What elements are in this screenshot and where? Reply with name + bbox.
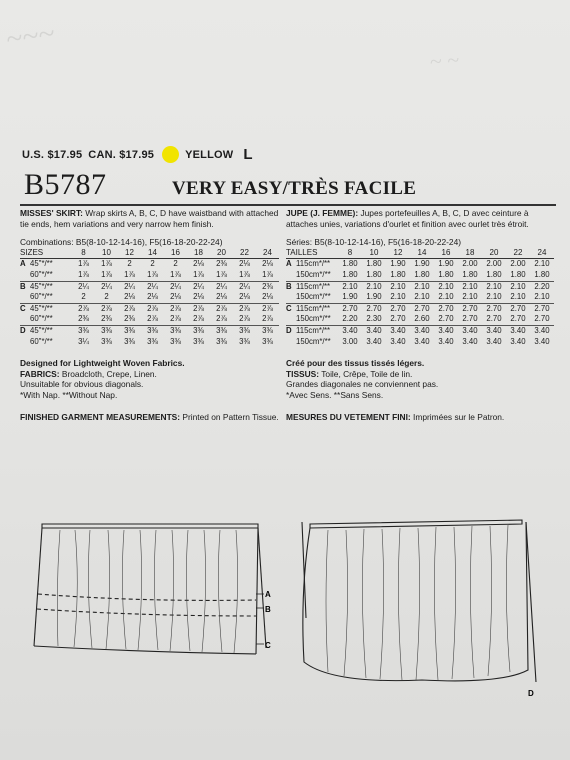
yardage-cell: 2.10 [366, 281, 382, 291]
yardage-cell: 1.90 [414, 259, 430, 269]
yardage-cell: 3.40 [414, 325, 430, 335]
table-row [286, 303, 554, 314]
view-letter [286, 292, 296, 303]
table-row [20, 314, 279, 325]
yardage-cell: 2.10 [342, 281, 358, 291]
finished-text-fr: Imprimées sur le Patron. [410, 411, 505, 422]
yardage-cell: 2.10 [482, 292, 506, 303]
yardage-cell: 2⅞ [233, 314, 256, 325]
fabric-width: 150cm*/** [296, 270, 338, 281]
color-name: YELLOW [185, 148, 234, 161]
yardage-cell: 1⅞ [101, 259, 112, 269]
yardage-cell: 3⅜ [262, 325, 273, 335]
yardage-cell: 1.90 [438, 259, 454, 269]
size-16: 16 [434, 248, 458, 259]
fabric-width: 45"*/** [30, 259, 53, 269]
description-text-fr: Jupes portefeuilles A, B, C, D avec ceinture à attaches unies, variations d'ourlet et finition avec ourlet très étroit. [286, 208, 529, 229]
yardage-cell: 2⅞ [193, 303, 204, 313]
yardage-cell: 2.10 [530, 292, 554, 303]
yardage-cell: 2⅞ [262, 303, 273, 313]
table-row [286, 270, 554, 281]
yardage-cell: 2.10 [386, 292, 410, 303]
size-24: 24 [530, 248, 554, 259]
yardage-cell: 2.00 [462, 259, 478, 269]
table-row [20, 325, 279, 336]
yardage-cell: 1.80 [386, 270, 410, 281]
yardage-cell: 2¼ [216, 281, 227, 291]
yardage-cell: 2.70 [530, 314, 554, 325]
fabric-width: 115cm*/** [296, 325, 331, 335]
yardage-cell: 2.70 [386, 314, 410, 325]
yardage-cell: 1.80 [366, 259, 382, 269]
yardage-cell: 2⅛ [256, 292, 279, 303]
yardage-cell: 2 [127, 259, 132, 269]
yellow-dot-icon [162, 146, 179, 163]
yardage-cell: 2.70 [486, 303, 502, 313]
yardage-cell: 2⅛ [239, 259, 250, 269]
yardage-cell: 3.40 [462, 336, 478, 346]
size-12: 12 [118, 248, 141, 259]
yardage-cell: 2⅞ [239, 303, 250, 313]
table-row [20, 270, 279, 281]
yardage-cell: 1⅞ [72, 270, 95, 281]
us-price: U.S. $17.95 [22, 148, 83, 161]
view-letter [20, 292, 30, 303]
yardage-cell: 2⅞ [101, 303, 112, 313]
yardage-cell: 2.70 [366, 303, 382, 313]
fabric-width: 60"*/** [30, 270, 72, 281]
yardage-cell: 2¼ [239, 281, 250, 291]
description-fr [286, 208, 554, 229]
yardage-cell: 2.70 [458, 314, 482, 325]
yardage-cell: 2⅜ [95, 314, 118, 325]
fabrics-line-fr [286, 369, 554, 380]
yardage-cell: 3.40 [390, 325, 406, 335]
yardage-cell: 3⅜ [193, 325, 204, 335]
yardage-cell: 2.70 [342, 303, 358, 313]
view-letter [286, 337, 296, 348]
finished-label: FINISHED GARMENT MEASUREMENTS: [20, 411, 181, 422]
header-rule [20, 204, 556, 206]
yardage-cell: 2 [72, 292, 95, 303]
yardage-cell: 3⅜ [239, 325, 250, 335]
yardage-cell: 2.70 [438, 303, 454, 313]
fabrics-line [20, 369, 282, 380]
size-22: 22 [233, 248, 256, 259]
view-letter [286, 270, 296, 281]
yardage-cell: 2⅛ [164, 292, 187, 303]
table-row [20, 281, 279, 292]
can-price: CAN. $17.95 [88, 148, 155, 161]
english-column [20, 208, 282, 422]
yardage-cell: 3⅜ [101, 325, 112, 335]
size-14: 14 [141, 248, 164, 259]
yardage-cell: 2⅞ [256, 314, 279, 325]
sizes-header-row [20, 248, 279, 259]
yardage-cell: 1.80 [458, 270, 482, 281]
yardage-cell: 3⅜ [101, 336, 112, 346]
yardage-cell: 2⅞ [164, 314, 187, 325]
yardage-cell: 3.40 [486, 325, 502, 335]
finished-measurements-fr [286, 412, 554, 423]
fabric-width: 150cm*/** [296, 314, 338, 325]
fabric-width: 60"*/** [30, 314, 72, 325]
yardage-cell: 2.10 [486, 281, 502, 291]
size-24: 24 [256, 248, 279, 259]
yardage-cell: 2¼ [78, 281, 89, 291]
yardage-cell: 1.80 [362, 270, 386, 281]
yardage-cell: 3⅜ [124, 325, 135, 335]
table-row [286, 325, 554, 336]
table-row [286, 259, 554, 270]
yardage-cell: 2.00 [486, 259, 502, 269]
size-18: 18 [187, 248, 210, 259]
table-row [20, 292, 279, 303]
nap-note-fr: *Avec Sens. **Sans Sens. [286, 389, 384, 400]
yardage-cell: 2.10 [458, 292, 482, 303]
size-14: 14 [410, 248, 434, 259]
yardage-cell: 2¼ [193, 281, 204, 291]
yardage-cell: 2⅞ [170, 303, 181, 313]
yardage-cell: 2.10 [534, 259, 550, 269]
yardage-cell: 2⅛ [118, 292, 141, 303]
fabric-width: 45"*/** [30, 303, 53, 313]
series: Séries: B5(8-10-12-14-16), F5(16-18-20-22-24) [286, 237, 462, 248]
yardage-cell: 3.40 [510, 325, 526, 335]
sizes-label: SIZES [20, 248, 72, 259]
yardage-cell: 2.10 [434, 292, 458, 303]
yardage-cell: 1.90 [338, 292, 362, 303]
fabric-width: 45"*/** [30, 281, 53, 291]
yardage-cell: 1.80 [410, 270, 434, 281]
table-row [20, 337, 279, 348]
fabric-width: 150cm*/** [296, 336, 331, 346]
yardage-cell: 3.40 [438, 325, 454, 335]
yardage-cell: 2⅞ [124, 303, 135, 313]
yardage-cell: 2.70 [506, 314, 530, 325]
yardage-cell: 1.80 [482, 270, 506, 281]
fabric-width: 60"*/** [30, 292, 72, 303]
yardage-cell: 3⅜ [193, 336, 204, 346]
yardage-cell: 2.00 [510, 259, 526, 269]
fabric-width: 150cm*/** [296, 292, 338, 303]
yardage-cell: 2⅛ [233, 292, 256, 303]
fabric-notes [20, 358, 282, 400]
yardage-cell: 1.80 [342, 259, 358, 269]
yardage-cell: 3.40 [486, 336, 502, 346]
view-letter: B [20, 281, 26, 291]
yardage-cell: 2.70 [414, 303, 430, 313]
view-letter: D [20, 325, 26, 335]
yardage-cell: 2.70 [462, 303, 478, 313]
finished-text: Printed on Pattern Tissue. [180, 411, 279, 422]
yardage-cell: 3.40 [366, 325, 382, 335]
yardage-cell: 2¼ [170, 281, 181, 291]
pattern-code: B5787 [24, 168, 107, 201]
fabric-width: 45"*/** [30, 325, 53, 335]
yardage-cell: 1⅞ [141, 270, 164, 281]
combinations: Combinations: B5(8-10-12-14-16), F5(16-18-20-22-24) [20, 237, 223, 248]
yardage-cell: 2.70 [510, 303, 526, 313]
pattern-title: VERY EASY/TRÈS FACILE [172, 178, 417, 199]
fabrics-list-fr: Toile, Crêpe, Toile de lin. [319, 368, 413, 379]
yardage-cell: 2.70 [434, 314, 458, 325]
yardage-cell: 2⅞ [210, 314, 233, 325]
view-letter [20, 314, 30, 325]
yardage-cell: 3.40 [342, 325, 358, 335]
fabric-width: 60"*/** [30, 336, 53, 346]
yardage-cell: 1⅞ [187, 270, 210, 281]
size-22: 22 [506, 248, 530, 259]
nap-note: *With Nap. **Without Nap. [20, 389, 118, 400]
yardage-cell: 3.40 [390, 336, 406, 346]
yardage-cell: 3⅜ [124, 336, 135, 346]
metrage-table [286, 248, 554, 347]
yardage-cell: 1⅞ [256, 270, 279, 281]
yardage-cell: 2⅜ [262, 281, 273, 291]
yardage-table [20, 248, 279, 347]
table-row [286, 314, 554, 325]
yardage-cell: 3⅜ [216, 336, 227, 346]
show-through-printing: ~~~ [3, 16, 57, 57]
view-letter: A [20, 259, 26, 269]
yardage-cell: 2¼ [124, 281, 135, 291]
size-16: 16 [164, 248, 187, 259]
yardage-cell: 2.10 [438, 281, 454, 291]
yardage-cell: 3⅜ [170, 336, 181, 346]
skirt-sketch-abc [20, 516, 280, 666]
yardage-cell: 2⅜ [72, 314, 95, 325]
yardage-cell: 3.40 [366, 336, 382, 346]
yardage-cell: 2¼ [147, 281, 158, 291]
designed-for-fr: Créé pour des tissus tissés légers. [286, 358, 425, 369]
yardage-cell: 2 [150, 259, 155, 269]
yardage-cell: 2⅜ [118, 314, 141, 325]
yardage-cell: 1⅞ [210, 270, 233, 281]
description-title-fr: JUPE (J. FEMME): [286, 208, 359, 218]
size-8: 8 [338, 248, 362, 259]
table-row [286, 281, 554, 292]
yardage-cell: 2¼ [101, 281, 112, 291]
description [20, 208, 282, 229]
yardage-cell: 3⅜ [216, 325, 227, 335]
yardage-cell: 2.70 [482, 314, 506, 325]
french-column [286, 208, 554, 422]
yardage-cell: 2.10 [462, 281, 478, 291]
view-letter: C [286, 303, 292, 313]
yardage-cell: 1.80 [434, 270, 458, 281]
show-through-printing-right: ~ ~ [429, 47, 461, 74]
yardage-cell: 2.20 [534, 281, 550, 291]
yardage-cell: 2.10 [390, 281, 406, 291]
table-row [286, 292, 554, 303]
yardage-cell: 2⅛ [141, 292, 164, 303]
yardage-cell: 1.90 [390, 259, 406, 269]
price-line [22, 146, 259, 163]
description-title: MISSES' SKIRT: [20, 208, 83, 218]
unsuitable-note-fr: Grandes diagonales ne conviennent pas. [286, 379, 439, 390]
yardage-cell: 2⅞ [216, 303, 227, 313]
fabric-width: 115cm*/** [296, 259, 331, 269]
yardage-cell: 1⅞ [78, 259, 89, 269]
sizes-header-row [286, 248, 554, 259]
price-size-letter: L [243, 146, 253, 163]
table-row [20, 303, 279, 314]
view-letter: D [286, 325, 292, 335]
size-18: 18 [458, 248, 482, 259]
yardage-cell: 1.80 [338, 270, 362, 281]
table-row [20, 259, 279, 270]
view-letter [20, 270, 30, 281]
size-20: 20 [482, 248, 506, 259]
yardage-cell: 2⅛ [262, 259, 273, 269]
fabric-notes-fr [286, 358, 554, 400]
yardage-cell: 2⅛ [187, 292, 210, 303]
yardage-cell: 2.20 [338, 314, 362, 325]
yardage-cell: 2.30 [362, 314, 386, 325]
fabrics-list: Broadcloth, Crepe, Linen. [59, 368, 157, 379]
yardage-cell: 3.40 [534, 325, 550, 335]
yardage-cell: 1.80 [506, 270, 530, 281]
yardage-cell: 3⅜ [170, 325, 181, 335]
label-d: D [528, 689, 534, 698]
label-c: C [265, 641, 271, 650]
size-8: 8 [72, 248, 95, 259]
view-letter [20, 337, 30, 348]
finished-measurements [20, 412, 282, 423]
yardage-cell: 1.80 [530, 270, 554, 281]
size-20: 20 [210, 248, 233, 259]
yardage-cell: 1⅞ [95, 270, 118, 281]
yardage-cell: 3.40 [414, 336, 430, 346]
yardage-cell: 2 [95, 292, 118, 303]
size-10: 10 [362, 248, 386, 259]
finished-label-fr: MESURES DU VETEMENT FINI: [286, 411, 411, 422]
yardage-cell: 3.40 [438, 336, 454, 346]
yardage-cell: 3⅜ [147, 336, 158, 346]
yardage-cell: 3¼ [78, 336, 89, 346]
yardage-cell: 3.00 [342, 336, 358, 346]
yardage-cell: 2⅛ [193, 259, 204, 269]
label-b: B [265, 605, 271, 614]
skirt-sketch-d [292, 512, 554, 702]
view-letter: B [286, 281, 292, 291]
yardage-cell: 2⅜ [216, 259, 227, 269]
yardage-cell: 3⅜ [147, 325, 158, 335]
label-a: A [265, 590, 271, 599]
yardage-cell: 3⅜ [78, 325, 89, 335]
fabric-width: 115cm*/** [296, 303, 331, 313]
yardage-cell: 3.40 [462, 325, 478, 335]
yardage-cell: 3⅜ [239, 336, 250, 346]
yardage-cell: 1⅞ [164, 270, 187, 281]
yardage-cell: 1⅞ [233, 270, 256, 281]
size-12: 12 [386, 248, 410, 259]
yardage-cell: 1.90 [362, 292, 386, 303]
yardage-cell: 2.70 [534, 303, 550, 313]
fabrics-label-fr: TISSUS: [286, 368, 320, 379]
yardage-cell: 2⅞ [187, 314, 210, 325]
description-text: Wrap skirts A, B, C, D have waistband with attached tie ends, hem variations and very narrow hem finish. [20, 208, 279, 229]
yardage-cell: 2.10 [414, 281, 430, 291]
size-10: 10 [95, 248, 118, 259]
yardage-cell: 2.10 [506, 292, 530, 303]
view-letter: A [286, 259, 292, 269]
yardage-cell: 2.60 [410, 314, 434, 325]
yardage-cell: 2 [173, 259, 178, 269]
yardage-cell: 2.10 [410, 292, 434, 303]
yardage-cell: 3.40 [510, 336, 526, 346]
yardage-cell: 2⅞ [78, 303, 89, 313]
unsuitable-note: Unsuitable for obvious diagonals. [20, 379, 144, 390]
view-letter: C [20, 303, 26, 313]
yardage-cell: 2.10 [510, 281, 526, 291]
sizes-label: TAILLES [286, 248, 338, 259]
yardage-cell: 3⅜ [262, 336, 273, 346]
view-letter [286, 314, 296, 325]
yardage-cell: 2⅛ [210, 292, 233, 303]
yardage-cell: 2⅞ [147, 303, 158, 313]
yardage-cell: 2.70 [390, 303, 406, 313]
table-row [286, 337, 554, 348]
designed-for: Designed for Lightweight Woven Fabrics. [20, 358, 185, 369]
fabric-width: 115cm*/** [296, 281, 331, 291]
yardage-cell: 1⅞ [118, 270, 141, 281]
yardage-cell: 3.40 [534, 336, 550, 346]
fabrics-label: FABRICS: [20, 368, 60, 379]
yardage-cell: 2⅞ [141, 314, 164, 325]
